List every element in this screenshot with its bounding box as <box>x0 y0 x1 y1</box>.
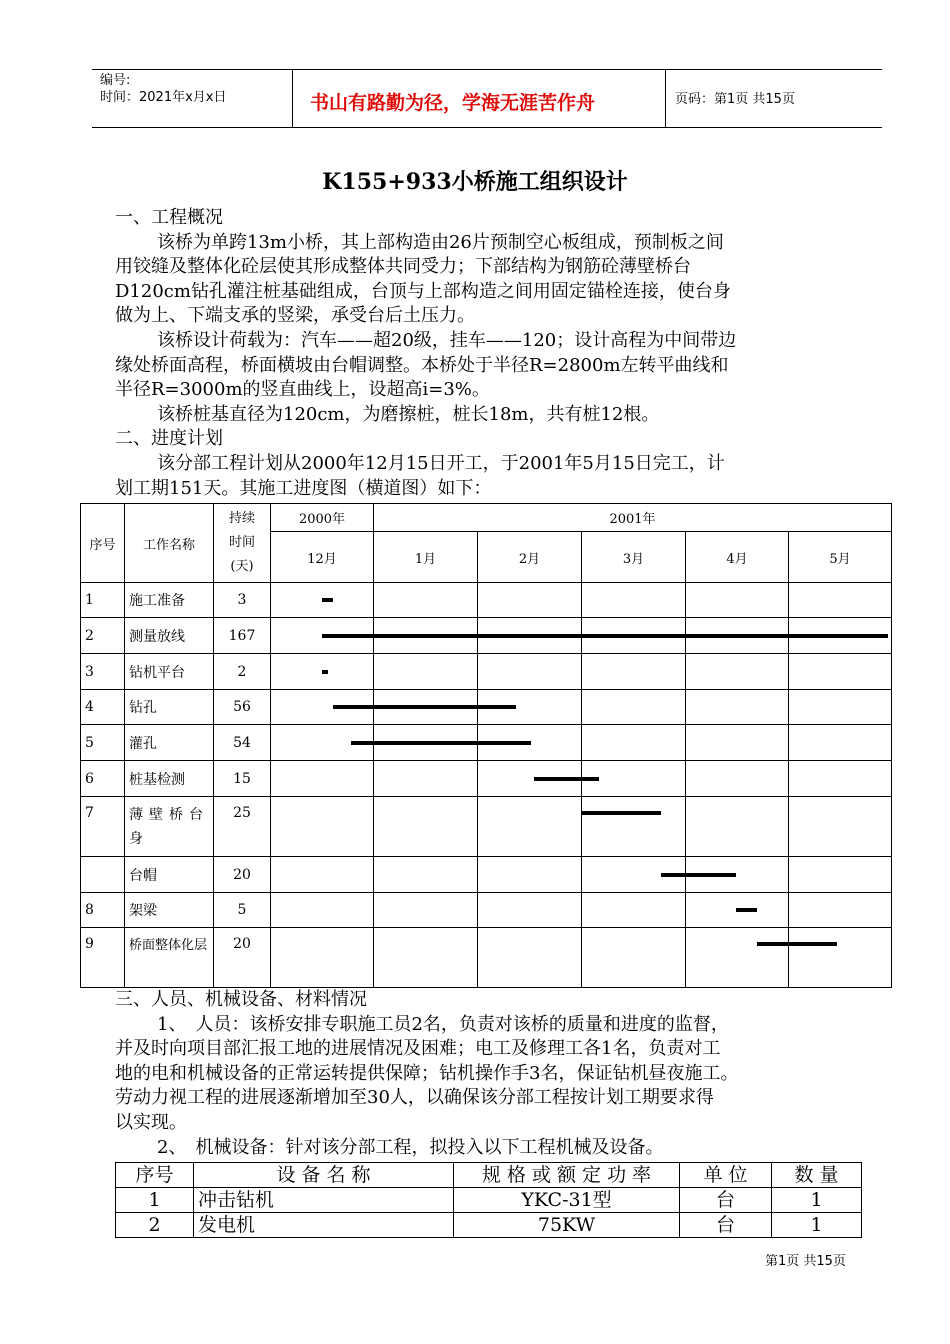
gantt-task-name: 施工准备 <box>125 583 214 618</box>
gantt-days: 25 <box>214 797 271 857</box>
gantt-task-name: 桩基检测 <box>125 761 214 797</box>
gantt-seq <box>81 857 125 893</box>
header-motto: 书山有路勤为径，学海无涯苦作舟 <box>310 92 596 114</box>
gantt-seq: 1 <box>81 583 125 618</box>
gantt-days: 20 <box>214 928 271 988</box>
gantt-days: 15 <box>214 761 271 797</box>
gantt-month: 5月 <box>789 532 892 583</box>
gantt-task-name: 钻机平台 <box>125 654 214 690</box>
table-row <box>81 857 892 893</box>
table-row <box>81 725 892 761</box>
section-1 <box>115 206 860 501</box>
gantt-month: 3月 <box>582 532 686 583</box>
gantt-seq: 9 <box>81 928 125 988</box>
table-row <box>116 1188 862 1213</box>
document-title: K155+933小桥施工组织设计 <box>322 169 628 195</box>
paragraph-line: 该分部工程计划从2000年12月15日开工，于2001年5月15日完工，计 <box>157 452 725 474</box>
section-2-heading: 二、进度计划 <box>115 428 223 450</box>
gantt-days: 54 <box>214 725 271 761</box>
section-3-heading: 三、人员、机械设备、材料情况 <box>115 989 367 1010</box>
equip-header: 序号 <box>116 1163 194 1188</box>
gantt-days: 56 <box>214 690 271 725</box>
header-page-label: 页码：第1页 共15页 <box>675 92 795 107</box>
gantt-seq: 7 <box>81 797 125 857</box>
gantt-days: 20 <box>214 857 271 893</box>
section-3 <box>115 988 860 1160</box>
paragraph-line: 1、 人员：该桥安排专职施工员2名，负责对该桥的质量和进度的监督， <box>157 1013 729 1035</box>
paragraph-line: 划工期151天。其施工进度图（横道图）如下： <box>115 477 492 499</box>
paragraph-line: 该桥桩基直径为120cm，为磨擦桩，桩长18m，共有桩12根。 <box>157 403 660 425</box>
equip-header: 设 备 名 称 <box>194 1163 454 1188</box>
equip-unit: 台 <box>680 1188 772 1213</box>
gantt-seq: 5 <box>81 725 125 761</box>
gantt-task-name: 桥面整体化层 <box>125 928 214 988</box>
doc-number-label: 编号: <box>100 73 131 88</box>
doc-time-label: 时间：2021年x月x日 <box>100 90 227 105</box>
gantt-year-2000: 2000年 <box>271 504 374 532</box>
paragraph-line: 做为上、下端支承的竖梁，承受台后土压力。 <box>115 305 475 327</box>
gantt-seq: 4 <box>81 690 125 725</box>
equip-header: 规 格 或 额 定 功 率 <box>454 1163 680 1188</box>
equip-header: 单 位 <box>680 1163 772 1188</box>
paragraph-line: 地的电和机械设备的正常运转提供保障；钻机操作手3名，保证钻机昼夜施工。 <box>115 1062 739 1084</box>
paragraph-line: 劳动力视工程的进展逐渐增加至30人，以确保该分部工程按计划工期要求得 <box>115 1087 714 1109</box>
paragraph-line: 该桥设计荷载为：汽车——超20级，挂车——120；设计高程为中间带边 <box>157 329 737 351</box>
gantt-month: 12月 <box>271 532 374 583</box>
paragraph-line: D120cm钻孔灌注桩基础组成，台顶与上部构造之间用固定锚栓连接，使台身 <box>115 280 731 302</box>
equip-name: 冲击钻机 <box>194 1188 454 1213</box>
paragraph-line: 2、 机械设备：针对该分部工程，拟投入以下工程机械及设备。 <box>157 1136 664 1158</box>
paragraph-line: 缘处桥面高程，桥面横坡由台帽调整。本桥处于半径R=2800m左转平曲线和 <box>115 354 729 376</box>
gantt-task-name: 测量放线 <box>125 618 214 654</box>
table-header-row <box>116 1163 862 1188</box>
gantt-task-name: 钻孔 <box>125 690 214 725</box>
equip-spec: YKC-31型 <box>454 1188 680 1213</box>
gantt-year-2001: 2001年 <box>374 504 892 532</box>
table-row <box>81 797 892 857</box>
gantt-header-days: 持续 时间 (天) <box>214 504 271 583</box>
table-row <box>81 928 892 988</box>
gantt-seq: 3 <box>81 654 125 690</box>
equip-seq: 1 <box>116 1188 194 1213</box>
gantt-seq: 8 <box>81 893 125 928</box>
equip-seq: 2 <box>116 1213 194 1238</box>
gantt-month: 4月 <box>686 532 789 583</box>
equipment-table <box>115 1162 862 1238</box>
table-row <box>81 893 892 928</box>
section-1-heading: 一、工程概况 <box>115 207 223 228</box>
table-row <box>81 583 892 618</box>
gantt-month: 1月 <box>374 532 478 583</box>
paragraph-line: 该桥为单跨13m小桥，其上部构造由26片预制空心板组成，预制板之间 <box>157 231 724 253</box>
gantt-header-seq: 序号 <box>81 504 125 583</box>
paragraph-line: 用铰缝及整体化砼层使其形成整体共同受力；下部结构为钢筋砼薄壁桥台 <box>115 256 691 278</box>
gantt-header-name: 工作名称 <box>125 504 214 583</box>
gantt-task-name: 灌孔 <box>125 725 214 761</box>
paragraph-line: 半径R=3000m的竖直曲线上，设超高i=3%。 <box>115 379 490 401</box>
table-row <box>81 618 892 654</box>
equip-qty: 1 <box>772 1188 862 1213</box>
gantt-days: 3 <box>214 583 271 618</box>
paragraph-line: 并及时向项目部汇报工地的进展情况及困难；电工及修理工各1名，负责对工 <box>115 1038 721 1060</box>
gantt-days: 167 <box>214 618 271 654</box>
equip-header: 数 量 <box>772 1163 862 1188</box>
gantt-task-name: 架梁 <box>125 893 214 928</box>
table-row <box>81 690 892 725</box>
gantt-seq: 2 <box>81 618 125 654</box>
gantt-task-name: 台帽 <box>125 857 214 893</box>
equip-unit: 台 <box>680 1213 772 1238</box>
page-footer: 第1页 共15页 <box>765 1254 846 1269</box>
gantt-days: 2 <box>214 654 271 690</box>
paragraph-line: 以实现。 <box>115 1111 187 1133</box>
gantt-table <box>80 503 892 988</box>
gantt-task-name: 薄壁桥台身 <box>125 797 214 857</box>
table-row <box>116 1213 862 1238</box>
equip-name: 发电机 <box>194 1213 454 1238</box>
equip-spec: 75KW <box>454 1213 680 1238</box>
gantt-days: 5 <box>214 893 271 928</box>
table-row <box>81 654 892 690</box>
equip-qty: 1 <box>772 1213 862 1238</box>
gantt-seq: 6 <box>81 761 125 797</box>
table-row <box>81 761 892 797</box>
gantt-month: 2月 <box>478 532 582 583</box>
